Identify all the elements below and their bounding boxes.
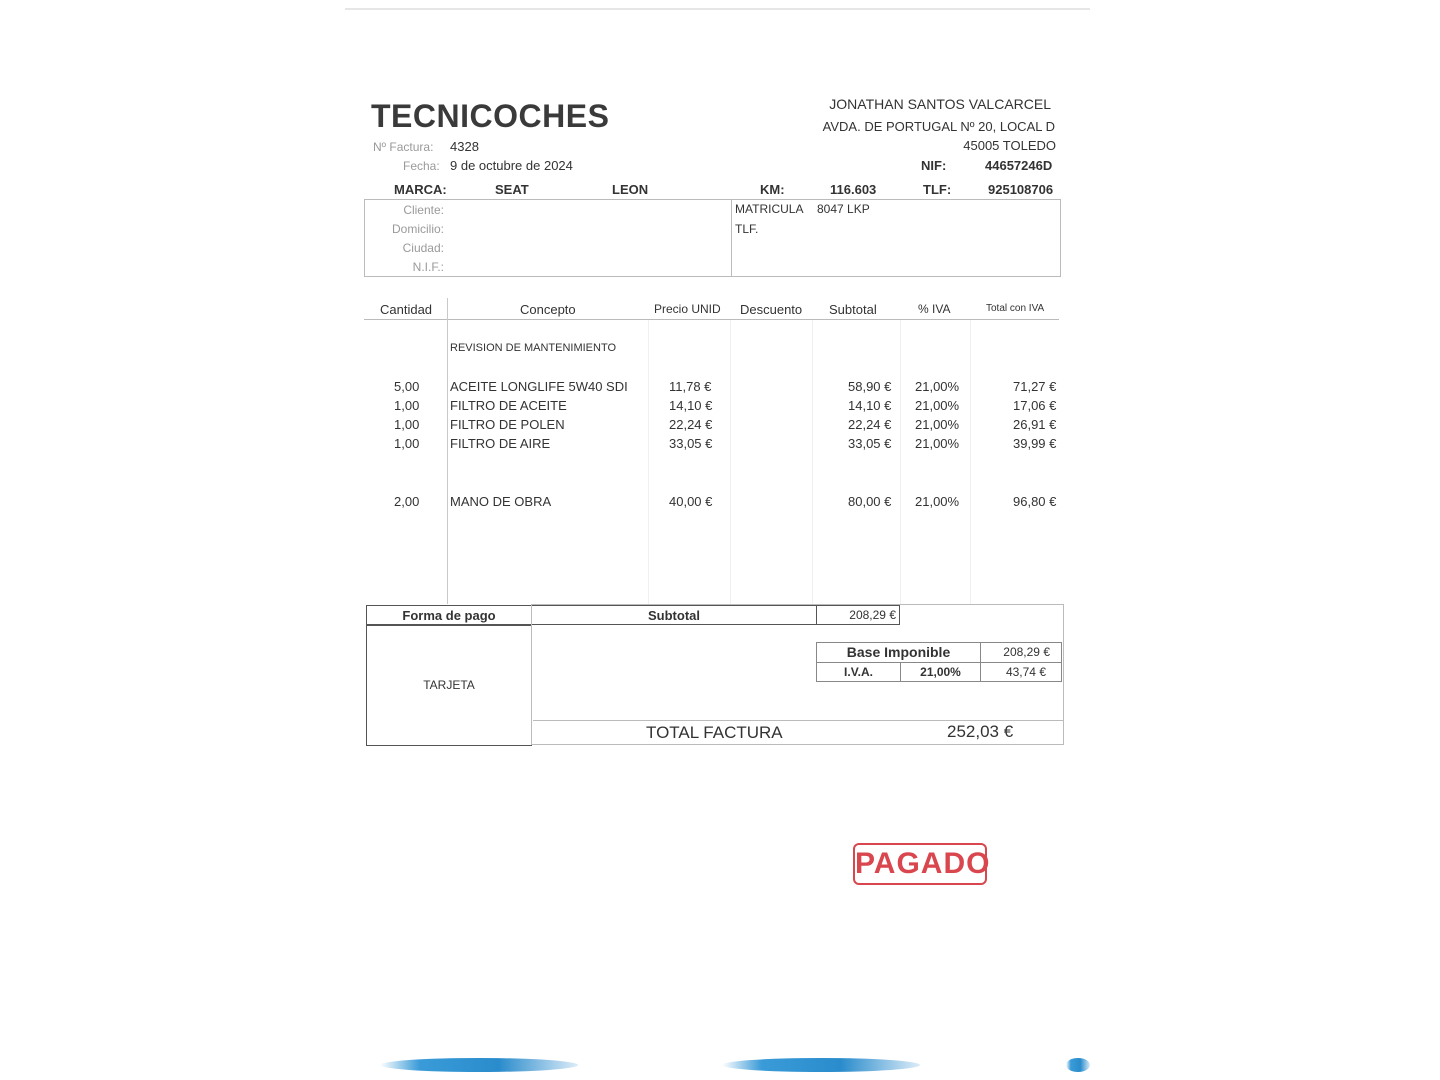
row-qty: 1,00 — [394, 398, 420, 413]
vehicle-tlf-label: TLF. — [735, 222, 759, 236]
row-iva: 21,00% — [915, 379, 960, 394]
row-total: 17,06 € — [1013, 398, 1057, 413]
row-subtotal: 14,10 € — [848, 398, 892, 413]
company-name: TECNICOCHES — [371, 98, 610, 134]
payment-method: TARJETA — [423, 678, 475, 692]
base-value: 208,29 € — [1003, 645, 1050, 659]
row-price: 33,05 € — [669, 436, 713, 451]
marca-value: SEAT — [495, 182, 529, 197]
row-qty: 1,00 — [394, 417, 420, 432]
col-divider-subtotal — [900, 320, 901, 604]
col-header-concepto: Concepto — [520, 302, 576, 317]
row-total: 26,91 € — [1013, 417, 1057, 432]
top-border-line — [345, 8, 1090, 10]
row-total: 71,27 € — [1013, 379, 1057, 394]
issuer-city: 45005 TOLEDO — [963, 138, 1056, 153]
row-qty: 2,00 — [394, 494, 420, 509]
bottom-ink-smudge — [1066, 1058, 1090, 1072]
row-concept: FILTRO DE AIRE — [450, 436, 551, 451]
marca-label: MARCA: — [394, 182, 447, 197]
row-subtotal: 33,05 € — [848, 436, 892, 451]
modelo-value: LEON — [612, 182, 649, 197]
row-qty: 1,00 — [394, 436, 420, 451]
row-concept: FILTRO DE ACEITE — [450, 398, 567, 413]
invoice-date: 9 de octubre de 2024 — [450, 158, 573, 173]
col-header-subtotal: Subtotal — [829, 302, 877, 317]
col-header-descuento: Descuento — [740, 302, 803, 317]
col-header-precio: Precio UNID — [654, 302, 721, 316]
row-subtotal: 80,00 € — [848, 494, 892, 509]
row-total: 39,99 € — [1013, 436, 1057, 451]
invoice-number-label: Nº Factura: — [373, 140, 434, 154]
row-iva: 21,00% — [915, 494, 960, 509]
issuer-nif: 44657246D — [985, 158, 1053, 173]
col-header-total: Total con IVA — [986, 303, 1045, 314]
col-divider-cantidad — [447, 298, 448, 604]
matricula-label: MATRICULA — [735, 202, 804, 216]
row-price: 22,24 € — [669, 417, 713, 432]
payment-label: Forma de pago — [402, 608, 496, 623]
total-value: 252,03 € — [947, 722, 1014, 741]
iva-value: 43,74 € — [1005, 665, 1046, 679]
row-concept: MANO DE OBRA — [450, 494, 552, 509]
issuer-tlf: 925108706 — [988, 182, 1054, 197]
paid-stamp: PAGADO — [853, 843, 987, 885]
bottom-ink-smudge — [380, 1058, 578, 1072]
row-total: 96,80 € — [1013, 494, 1057, 509]
col-header-iva: % IVA — [918, 302, 951, 316]
km-value: 116.603 — [830, 182, 877, 197]
iva-rate: 21,00% — [920, 665, 961, 679]
col-divider-concepto — [648, 320, 649, 604]
bottom-ink-smudge — [722, 1058, 920, 1072]
row-price: 14,10 € — [669, 398, 713, 413]
row-price: 40,00 € — [669, 494, 713, 509]
col-divider-descuento — [812, 320, 813, 604]
cliente-label: Cliente: — [403, 203, 444, 217]
client-box-divider — [731, 200, 732, 276]
base-label: Base Imponible — [846, 644, 951, 660]
issuer-address: AVDA. DE PORTUGAL Nº 20, LOCAL D — [822, 119, 1055, 134]
total-line — [533, 720, 1063, 721]
row-price: 11,78 € — [669, 379, 712, 394]
row-subtotal: 22,24 € — [848, 417, 892, 432]
issuer-tlf-label: TLF: — [923, 182, 952, 197]
matricula-value: 8047 LKP — [817, 202, 870, 216]
issuer-nif-label: NIF: — [921, 158, 947, 173]
iva-label: I.V.A. — [844, 665, 873, 679]
col-divider-precio — [730, 320, 731, 604]
row-iva: 21,00% — [915, 417, 960, 432]
subtotal-value: 208,29 € — [849, 608, 896, 622]
ciudad-label: Ciudad: — [402, 241, 444, 255]
issuer-name: JONATHAN SANTOS VALCARCEL — [829, 96, 1051, 112]
total-label: TOTAL FACTURA — [646, 723, 783, 742]
table-header-line — [364, 319, 1059, 320]
domicilio-label: Domicilio: — [391, 222, 444, 236]
row-subtotal: 58,90 € — [848, 379, 892, 394]
invoice-date-label: Fecha: — [403, 159, 440, 173]
client-box — [364, 199, 1061, 277]
row-qty: 5,00 — [394, 379, 420, 394]
row-iva: 21,00% — [915, 436, 960, 451]
nif-client-label: N.I.F.: — [412, 260, 444, 274]
invoice-number: 4328 — [450, 139, 479, 154]
col-header-cantidad: Cantidad — [380, 302, 433, 317]
subtotal-label: Subtotal — [648, 608, 700, 623]
row-concept: ACEITE LONGLIFE 5W40 SDI — [450, 379, 628, 394]
row-concept: FILTRO DE POLEN — [450, 417, 565, 432]
km-label: KM: — [760, 182, 785, 197]
col-divider-iva — [970, 320, 971, 604]
row-iva: 21,00% — [915, 398, 960, 413]
section-title: REVISION DE MANTENIMIENTO — [450, 342, 617, 354]
